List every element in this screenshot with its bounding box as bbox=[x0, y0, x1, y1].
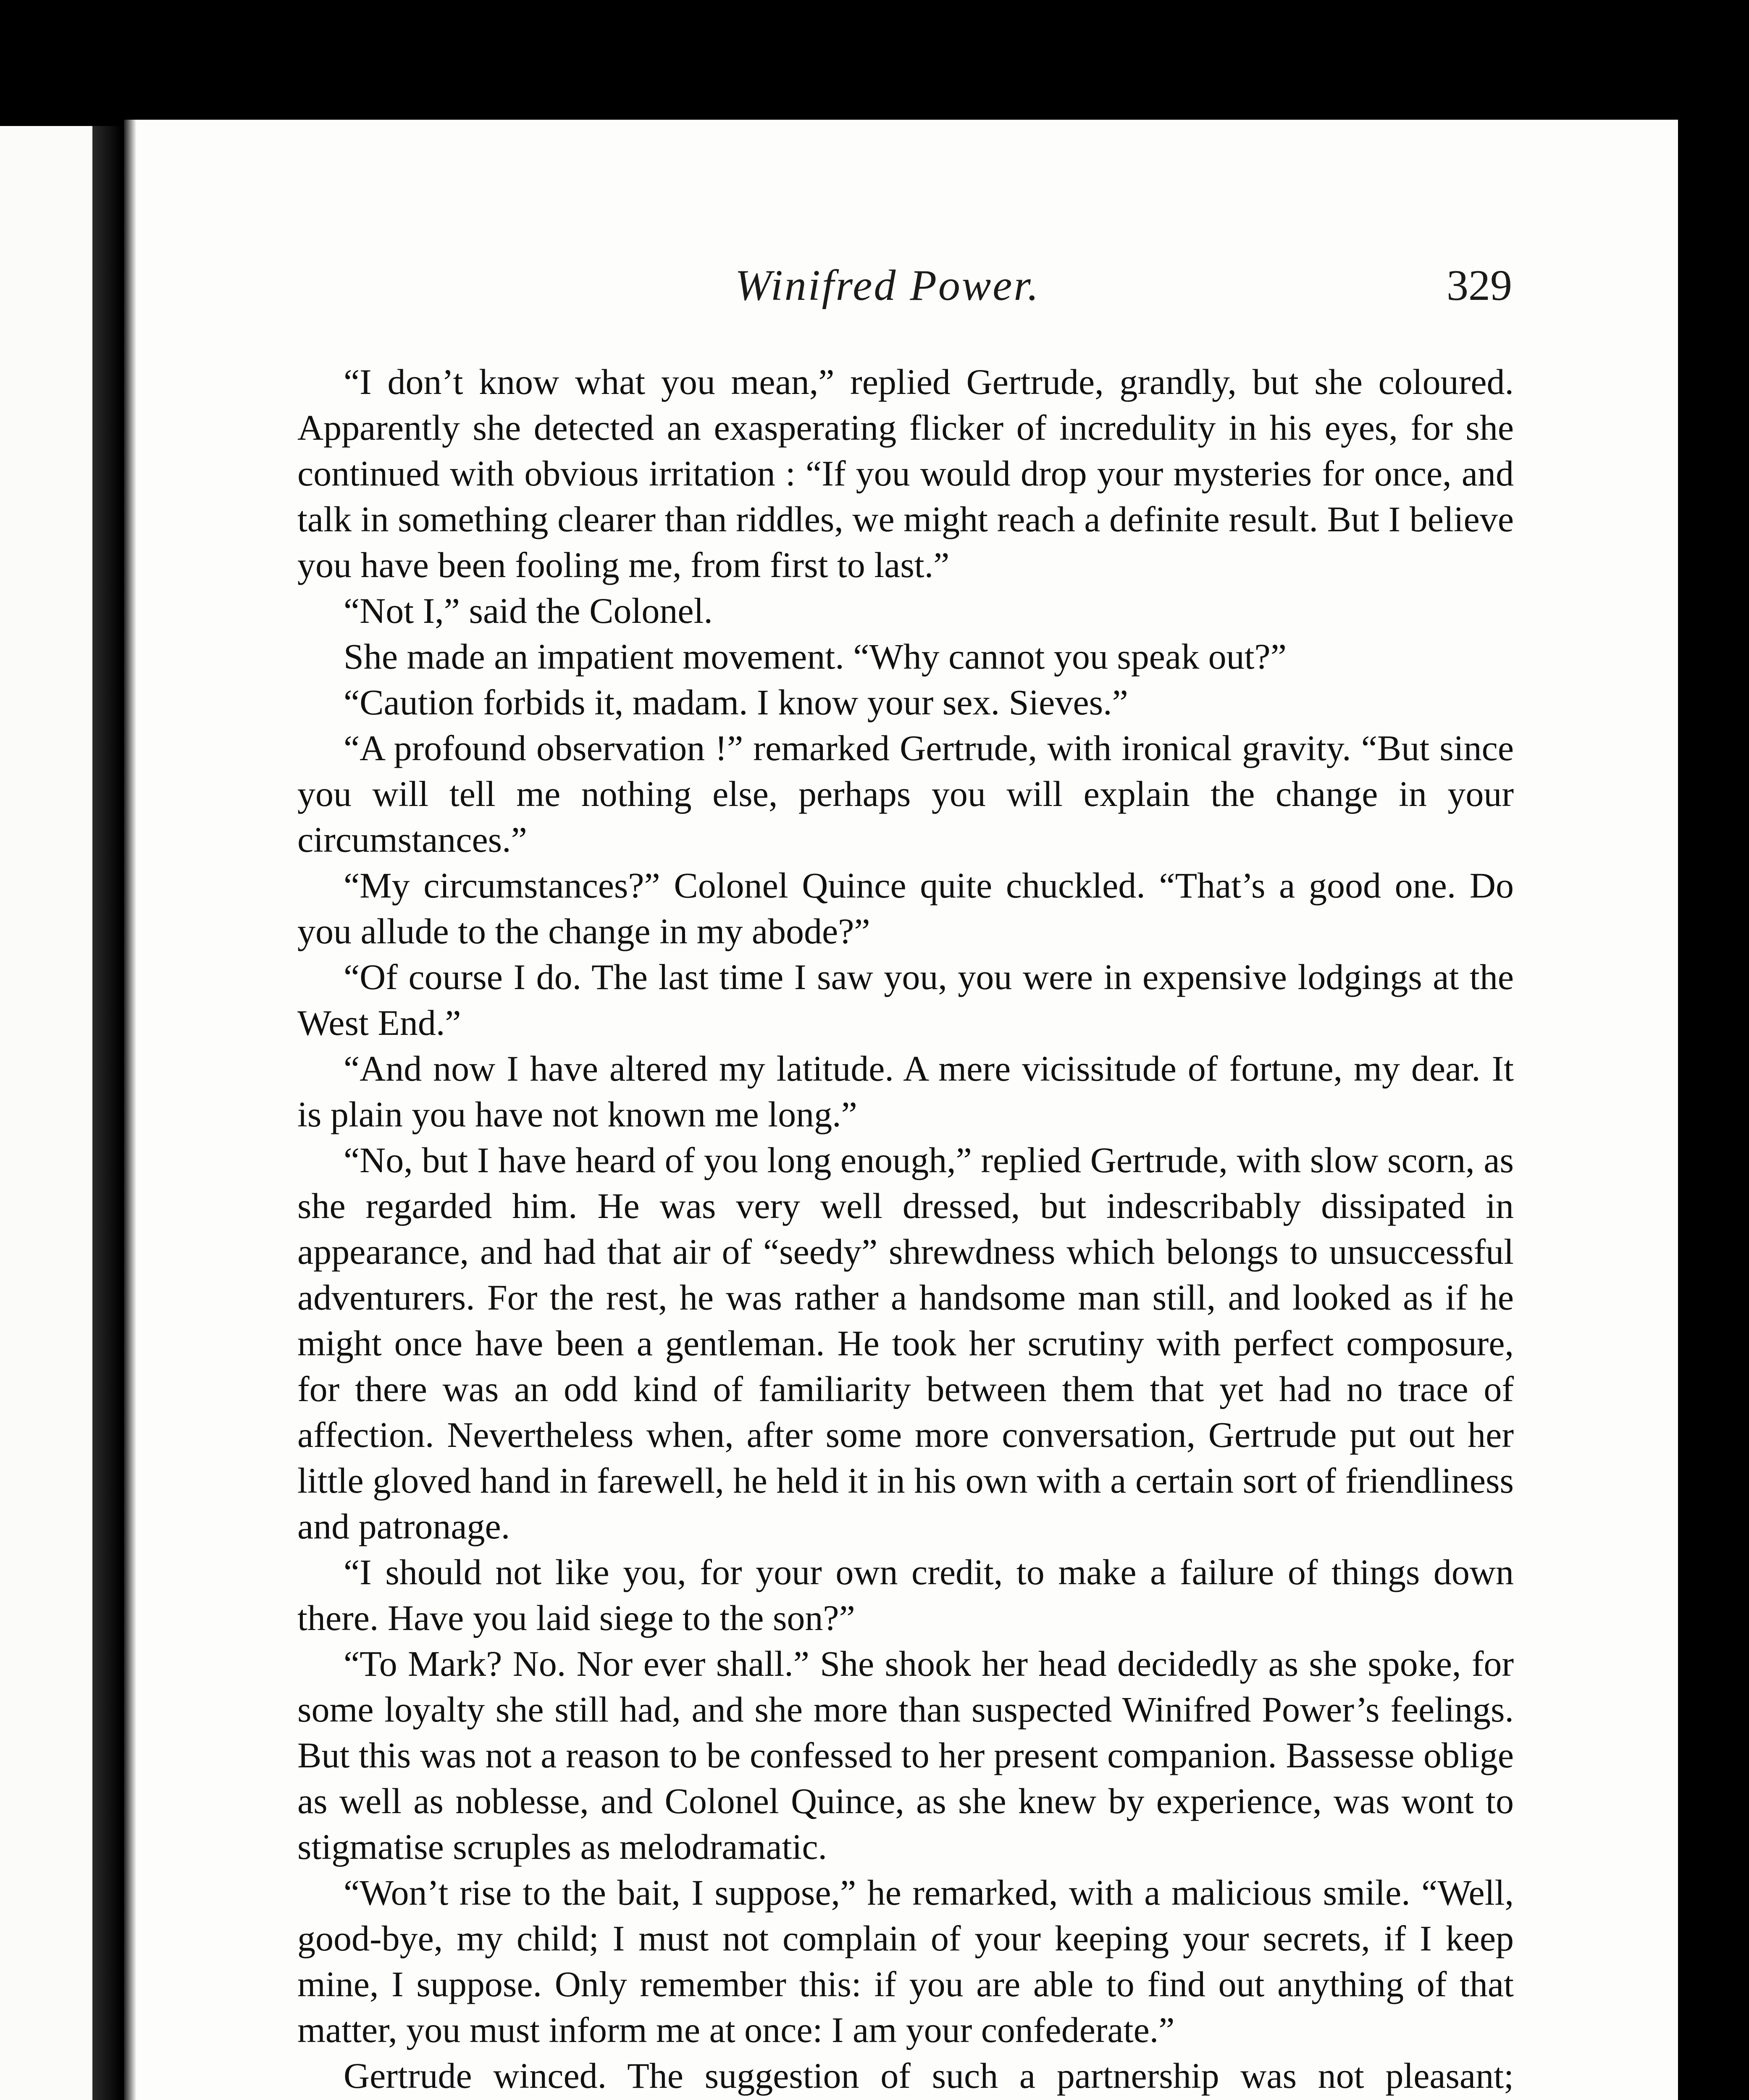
paragraph: “Of course I do. The last time I saw you, you were in expensive lodgings at the West End.” bbox=[297, 957, 1514, 1043]
paragraph: “Caution forbids it, madam. I know your sex. Sieves.” bbox=[344, 682, 1128, 722]
page-number: 329 bbox=[1447, 261, 1512, 310]
paragraph: “I should not like you, for your own credit, to make a failure of things down there. Have you laid siege to the son?” bbox=[297, 1552, 1514, 1638]
running-head bbox=[176, 252, 1521, 328]
previous-page-edge bbox=[0, 126, 92, 2100]
paragraph: “To Mark? No. Nor ever shall.” She shook her head decidedly as she spoke, for some loyalty she still had, and she more than suspected Winifred Power’s feelings. But this was not a reason to be confessed to her present companion. Bassesse oblige as well as noblesse, and Colonel Quince, as she knew by experience, was wont to stigmatise scruples as melodramatic. bbox=[297, 1643, 1514, 1867]
gutter-shadow bbox=[92, 126, 122, 2100]
paragraph: “A profound observation !” remarked Gertrude, with ironical gravity. “But since you will tell me nothing else, perhaps you will explain the change in your circumstances.” bbox=[297, 728, 1514, 860]
paragraph: “Won’t rise to the bait, I suppose,” he remarked, with a malicious smile. “Well, good-bye, my child; I must not complain of your keeping your secrets, if I keep mine, I suppose. Only remember this: if you are able to find out anything of that matter, you must inform me at once: I am your confederate.” bbox=[297, 1872, 1514, 2050]
page-inner-edge bbox=[124, 120, 137, 2100]
paragraph: “My circumstances?” Colonel Quince quite chuckled. “That’s a good one. Do you allude to the change in my abode?” bbox=[297, 865, 1514, 951]
paragraph: She made an impatient movement. “Why cannot you speak out?” bbox=[344, 636, 1287, 677]
body-text bbox=[297, 359, 1514, 2100]
paragraph: “And now I have altered my latitude. A mere vicissitude of fortune, my dear. It is plain you have not known me long.” bbox=[297, 1048, 1514, 1134]
paragraph: “Not I,” said the Colonel. bbox=[344, 591, 713, 631]
running-title: Winifred Power. bbox=[735, 261, 1040, 310]
paragraph: Gertrude winced. The suggestion of such a partnership was not pleasant; bbox=[344, 2055, 1514, 2096]
paragraph: “I don’t know what you mean,” replied Gertrude, grandly, but she coloured. Apparently she detected an exasperating flicker of incredulity in his eyes, for she continued with obvious irritation : “If you would drop your mysteries for once, and talk in something clearer than riddles, we might reach a definite result. But I believe you have been fooling me, from first to last.” bbox=[297, 362, 1514, 585]
paragraph: “No, but I have heard of you long enough,” replied Gertrude, with slow scorn, as she regarded him. He was very well dressed, but indescribably dissipated in appearance, and had that air of “seedy” shrewdness which belongs to unsuccessful adventurers. For the rest, he was rather a handsome man still, and looked as if he might once have been a gentleman. He took her scrutiny with perfect composure, for there was an odd kind of familiarity between them that yet had no trace of affection. Nevertheless when, after some more conversation, Gertrude put out her little gloved hand in farewell, he held it in his own with a certain sort of friendliness and patronage. bbox=[297, 1140, 1514, 1546]
